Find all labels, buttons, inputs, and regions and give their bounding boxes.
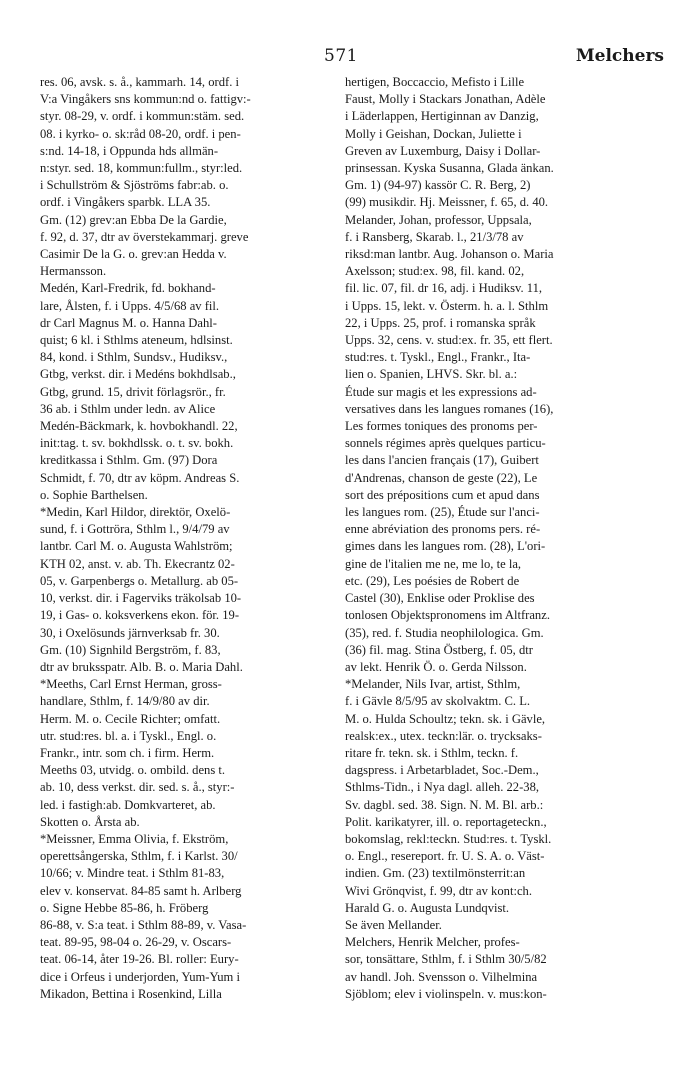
text-line: lare, Ålsten, f. i Upps. 4/5/68 av fil. [40, 298, 220, 313]
text-line: i Schullström & Sjöströms fabr:ab. o. [40, 178, 229, 193]
text-line: 22, i Upps. 25, prof. i romanska språk [345, 315, 536, 330]
text-line: teat. 06-14, åter 19-26. Bl. roller: Eury- [40, 952, 239, 967]
text-line: Schmidt, f. 70, dtr av köpm. Andreas S. [40, 470, 240, 485]
text-line: handlare, Sthlm, f. 14/9/80 av dir. [40, 694, 210, 709]
text-line: Sjöblom; elev i violinspeln. v. mus:kon- [345, 986, 547, 1001]
text-line: o. Engl., resereport. fr. U. S. A. o. Väst- [345, 849, 545, 864]
text-line: M. o. Hulda Schoultz; tekn. sk. i Gävle, [345, 711, 546, 726]
page-number: 571 [324, 46, 358, 66]
text-line: les langues rom. (25), Étude sur l'anci- [345, 505, 540, 520]
text-line: Herm. M. o. Cecile Richter; omfatt. [40, 711, 221, 726]
text-line: o. Signe Hebbe 85-86, h. Fröberg [40, 900, 209, 915]
text-line: prinsessan. Kyska Susanna, Glada änkan. [345, 161, 554, 176]
text-line: sor, tonsättare, Sthlm, f. i Sthlm 30/5/82 [345, 952, 547, 967]
text-line: quist; 6 kl. i Sthlms ateneum, hdlsinst. [40, 333, 233, 348]
text-line: Mikadon, Bettina i Rosenkind, Lilla [40, 986, 222, 1001]
text-line: enne abréviation des pronoms pers. ré- [345, 522, 541, 537]
text-line: sonnels régimes après quelques particu- [345, 436, 546, 451]
text-line: fil. lic. 07, fil. dr 16, adj. i Hudiksv. 11, [345, 281, 543, 296]
text-line: Sv. dagbl. sed. 38. Sign. N. M. Bl. arb.: [345, 797, 544, 812]
text-line: 08. i kyrko- o. sk:råd 08-20, ordf. i pen- [40, 126, 241, 141]
text-line: Casimir De la G. o. grev:an Hedda v. [40, 247, 227, 262]
text-line: ritare fr. tekn. sk. i Sthlm, teckn. f. [345, 745, 519, 760]
text-line: Gm. 1) (94-97) kassör C. R. Berg, 2) [345, 178, 531, 193]
text-line: utr. stud:res. bl. a. i Tyskl., Engl. o. [40, 728, 217, 743]
text-line: dagspress. i Arbetarbladet, Soc.-Dem., [345, 763, 539, 778]
text-line: Étude sur magis et les expressions ad- [345, 384, 537, 399]
text-line: n:styr. sed. 18, kommun:fullm., styr:led. [40, 161, 243, 176]
text-line: ordf. i Vingåkers sparbk. LLA 35. [40, 195, 211, 210]
text-line: dtr av bruksspatr. Alb. B. o. Maria Dahl. [40, 659, 243, 674]
text-line: f. i Gävle 8/5/95 av skolvaktm. C. L. [345, 694, 531, 709]
text-line: Gtbg, verkst. dir. i Medéns bokhdlsab., [40, 367, 236, 382]
text-line: lantbr. Carl M. o. Augusta Wahlström; [40, 539, 233, 554]
text-line: Polit. karikatyrer, ill. o. reportageteckn., [345, 814, 547, 829]
text-line: elev v. konservat. 84-85 samt h. Arlberg [40, 883, 242, 898]
text-line: f. i Ransberg, Skarab. l., 21/3/78 av [345, 229, 524, 244]
text-line: ab. 10, dess verkst. dir. sed. s. å., styr:- [40, 780, 235, 795]
text-line: Medén-Bäckmark, k. hovbokhandl. 22, [40, 419, 238, 434]
text-line: Faust, Molly i Stackars Jonathan, Adèle [345, 92, 546, 107]
text-line: 30, i Oxelösunds järnverksab fr. 30. [40, 625, 220, 640]
text-line: s:nd. 14-18, i Oppunda hds allmän- [40, 143, 219, 158]
text-line: led. i fastigh:ab. Domkvarteret, ab. [40, 797, 216, 812]
text-line: 36 ab. i Sthlm under ledn. av Alice [40, 401, 216, 416]
text-line: *Medin, Karl Hildor, direktör, Oxelö- [40, 505, 231, 520]
text-line: *Meissner, Emma Olivia, f. Ekström, [40, 831, 229, 846]
text-line: indien. Gm. (23) textilmönsterrit:an [345, 866, 526, 881]
text-line: Frankr., intr. som ch. i firm. Herm. [40, 745, 215, 760]
text-line: sort des prépositions cum et apud dans [345, 487, 540, 502]
text-line: (99) musikdir. Hj. Meissner, f. 65, d. 40. [345, 195, 549, 210]
text-line: tonlosen Objektspronomens im Altfranz. [345, 608, 550, 623]
text-line: *Melander, Nils Ivar, artist, Sthlm, [345, 677, 521, 692]
text-line: Greven av Luxemburg, Daisy i Dollar- [345, 143, 541, 158]
text-line: gimes dans les langues rom. (28), L'ori- [345, 539, 546, 554]
text-line: Upps. 32, cens. v. stud:ex. fr. 35, ett flert. [345, 333, 553, 348]
text-line: sund, f. i Gottröra, Sthlm l., 9/4/79 av [40, 522, 230, 537]
text-line: dice i Orfeus i underjorden, Yum-Yum i [40, 969, 240, 984]
text-line: bokomslag, rekl:teckn. Stud:res. t. Tyskl. [345, 831, 552, 846]
text-line: Melander, Johan, professor, Uppsala, [345, 212, 532, 227]
text-line: Gm. (12) grev:an Ebba De la Gardie, [40, 212, 227, 227]
text-line: (35), red. f. Studia neophilologica. Gm. [345, 625, 544, 640]
text-line: Se även Mellander. [345, 917, 442, 932]
text-line: o. Sophie Barthelsen. [40, 487, 148, 502]
text-line: 86-88, v. S:a teat. i Sthlm 88-89, v. Vasa- [40, 917, 247, 932]
text-line: Molly i Geishan, Dockan, Juliette i [345, 126, 522, 141]
text-line: KTH 02, anst. v. ab. Th. Ekecrantz 02- [40, 556, 235, 571]
text-line: Gm. (10) Signhild Bergström, f. 83, [40, 642, 221, 657]
text-line: res. 06, avsk. s. å., kammarh. 14, ordf. i [40, 75, 240, 89]
text-line: teat. 89-95, 98-04 o. 26-29, v. Oscars- [40, 935, 232, 950]
text-line: 10/66; v. Mindre teat. i Sthlm 81-83, [40, 866, 225, 881]
text-line: f. 92, d. 37, dtr av överstekammarj. greve [40, 229, 249, 244]
text-line: Melchers, Henrik Melcher, profes- [345, 935, 520, 950]
text-line: 10, verkst. dir. i Fagerviks träkolsab 10- [40, 591, 242, 606]
text-line: av handl. Joh. Svensson o. Vilhelmina [345, 969, 538, 984]
right-column [345, 74, 639, 1003]
text-line: realsk:ex., utex. teckn:lär. o. trycksaks- [345, 728, 542, 743]
text-line: Les formes toniques des pronoms per- [345, 419, 538, 434]
text-line: Gtbg, grund. 15, drivit förlagsrör., fr. [40, 384, 226, 399]
text-line: 19, i Gas- o. koksverkens ekon. för. 19- [40, 608, 240, 623]
text-line: kreditkassa i Sthlm. Gm. (97) Dora [40, 453, 218, 468]
text-line: les dans l'ancien français (17), Guibert [345, 453, 539, 468]
text-line: Axelsson; stud:ex. 98, fil. kand. 02, [345, 264, 525, 279]
text-line: hertigen, Boccaccio, Mefisto i Lille [345, 75, 525, 89]
text-line: operettsångerska, Sthlm, f. i Karlst. 30/ [40, 849, 238, 864]
text-line: Harald G. o. Augusta Lundqvist. [345, 900, 510, 915]
text-line: riksd:man lantbr. Aug. Johanson o. Maria [345, 247, 554, 262]
left-column [40, 74, 334, 1003]
text-line: Skotten o. Årsta ab. [40, 814, 140, 829]
text-line: i Läderlappen, Hertiginnan av Danzig, [345, 109, 539, 124]
text-line: styr. 08-29, v. ordf. i kommun:stäm. sed. [40, 109, 245, 124]
text-line: Hermansson. [40, 264, 107, 279]
text-line: V:a Vingåkers sns kommun:nd o. fattigv:- [40, 92, 251, 107]
text-line: Sthlms-Tidn., i Nya dagl. alleh. 22-38, [345, 780, 540, 795]
text-line: versatives dans les langues romanes (16), [345, 401, 554, 416]
text-line: i Upps. 15, lekt. v. Österm. h. a. l. Sthlm [345, 298, 549, 313]
page-header [0, 46, 696, 72]
text-line: gine de l'italien me ne, me lo, te la, [345, 556, 522, 571]
text-line: dr Carl Magnus M. o. Hanna Dahl- [40, 315, 217, 330]
text-line: Castel (30), Enklise oder Proklise des [345, 591, 535, 606]
running-head: Melchers [575, 46, 664, 66]
text-line: Meeths 03, utvidg. o. ombild. dens t. [40, 763, 226, 778]
text-line: av lekt. Henrik Ö. o. Gerda Nilsson. [345, 659, 527, 674]
text-line: stud:res. t. Tyskl., Engl., Frankr., Ita- [345, 350, 531, 365]
text-line: 84, kond. i Sthlm, Sundsv., Hudiksv., [40, 350, 228, 365]
text-line: (36) fil. mag. Stina Östberg, f. 05, dtr [345, 642, 533, 657]
text-line: d'Andrenas, chanson de geste (22), Le [345, 470, 538, 485]
text-line: *Meeths, Carl Ernst Herman, gross- [40, 677, 222, 692]
text-line: Medén, Karl-Fredrik, fd. bokhand- [40, 281, 216, 296]
text-line: Wivi Grönqvist, f. 99, dtr av kont:ch. [345, 883, 532, 898]
text-line: 05, v. Garpenbergs o. Metallurg. ab 05- [40, 573, 239, 588]
text-line: lien o. Spanien, LHVS. Skr. bl. a.: [345, 367, 518, 382]
text-line: init:tag. t. sv. bokhdlssk. o. t. sv. bokh. [40, 436, 234, 451]
text-line: etc. (29), Les poésies de Robert de [345, 573, 520, 588]
